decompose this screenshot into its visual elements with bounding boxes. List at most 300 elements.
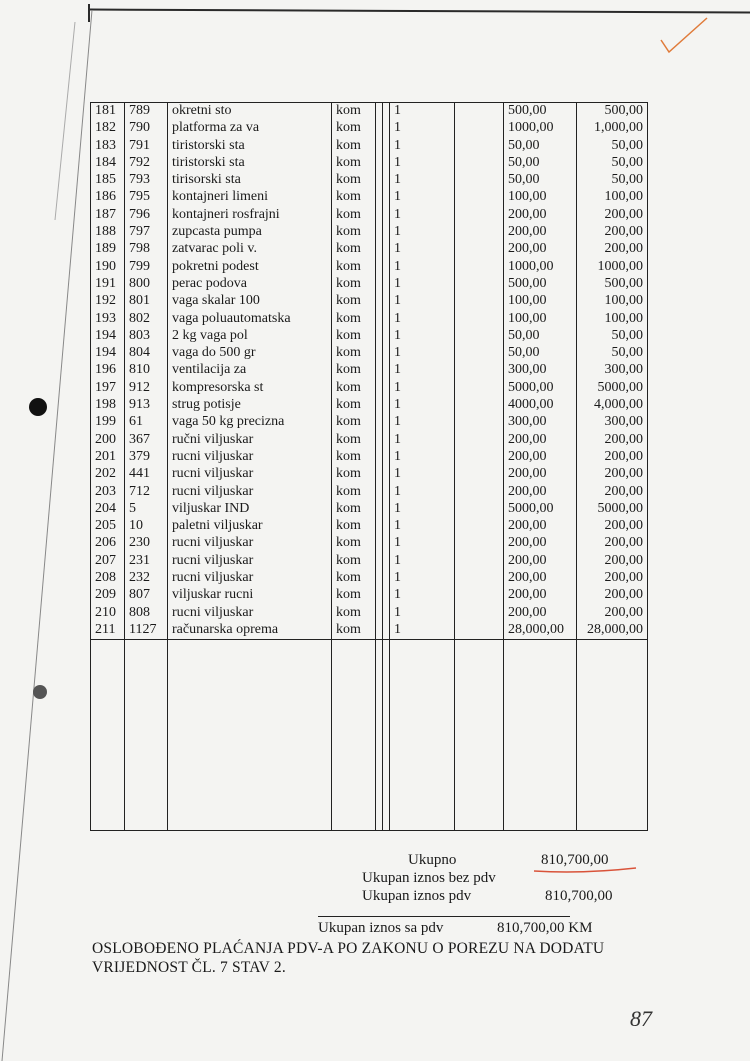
unit: kom <box>332 466 376 483</box>
blank-col-c <box>455 622 504 640</box>
blank-col-a <box>376 570 383 587</box>
blank-col-b <box>383 311 390 328</box>
item-code: 913 <box>125 397 168 414</box>
table-row <box>91 172 648 189</box>
line-total: 50,00 <box>577 138 648 155</box>
row-number: 196 <box>91 362 125 379</box>
unit: kom <box>332 432 376 449</box>
unit-price: 28,000,00 <box>504 622 577 640</box>
blank-col-a <box>376 241 383 258</box>
table-row <box>91 328 648 345</box>
item-code: 379 <box>125 449 168 466</box>
blank-col-b <box>383 293 390 310</box>
blank-col-b <box>383 466 390 483</box>
quantity: 1 <box>390 311 455 328</box>
unit-price: 200,00 <box>504 553 577 570</box>
row-number: 209 <box>91 587 125 604</box>
item-name: tiristorski sta <box>168 155 332 172</box>
item-name: platforma za va <box>168 120 332 137</box>
item-name: kontajneri limeni <box>168 189 332 206</box>
item-name: vaga poluautomatska <box>168 311 332 328</box>
item-name: ručni viljuskar <box>168 432 332 449</box>
item-name: rucni viljuskar <box>168 535 332 552</box>
total-divider-line <box>318 916 570 917</box>
line-total: 200,00 <box>577 605 648 622</box>
blank-col-c <box>455 484 504 501</box>
total-without-vat-label: Ukupan iznos bez pdv <box>362 870 496 886</box>
item-code: 231 <box>125 553 168 570</box>
quantity: 1 <box>390 189 455 206</box>
item-code: 802 <box>125 311 168 328</box>
table-row <box>91 259 648 276</box>
item-name: okretni sto <box>168 103 332 121</box>
blank-col-b <box>383 189 390 206</box>
row-number: 198 <box>91 397 125 414</box>
unit-price: 200,00 <box>504 241 577 258</box>
punch-hole-bottom <box>33 685 47 699</box>
unit: kom <box>332 207 376 224</box>
item-code: 789 <box>125 103 168 121</box>
unit: kom <box>332 397 376 414</box>
unit-price: 200,00 <box>504 432 577 449</box>
blank-col-c <box>455 155 504 172</box>
line-total: 300,00 <box>577 362 648 379</box>
punch-hole-top <box>29 398 47 416</box>
item-code: 10 <box>125 518 168 535</box>
table-row <box>91 397 648 414</box>
item-name: rucni viljuskar <box>168 605 332 622</box>
vat-amount-label: Ukupan iznos pdv <box>362 888 472 904</box>
blank-col-b <box>383 397 390 414</box>
unit-price: 100,00 <box>504 293 577 310</box>
unit-price: 5000,00 <box>504 380 577 397</box>
item-name: zupcasta pumpa <box>168 224 332 241</box>
row-number: 206 <box>91 535 125 552</box>
unit-price: 300,00 <box>504 362 577 379</box>
item-name: rucni viljuskar <box>168 449 332 466</box>
line-total: 200,00 <box>577 587 648 604</box>
unit-price: 50,00 <box>504 345 577 362</box>
blank-col-c <box>455 311 504 328</box>
quantity: 1 <box>390 484 455 501</box>
blank-col-b <box>383 380 390 397</box>
blank-col-a <box>376 397 383 414</box>
unit-price: 300,00 <box>504 414 577 431</box>
table-row <box>91 570 648 587</box>
quantity: 1 <box>390 207 455 224</box>
blank-col-c <box>455 241 504 258</box>
row-number: 186 <box>91 189 125 206</box>
row-number: 211 <box>91 622 125 640</box>
total-with-vat-value: 810,700,00 KM <box>497 920 593 936</box>
line-total: 200,00 <box>577 484 648 501</box>
blank-col-a <box>376 328 383 345</box>
line-total: 100,00 <box>577 293 648 310</box>
item-code: 793 <box>125 172 168 189</box>
table-row <box>91 207 648 224</box>
table-row <box>91 293 648 310</box>
blank-col-a <box>376 103 383 121</box>
item-name: rucni viljuskar <box>168 553 332 570</box>
blank-col-c <box>455 224 504 241</box>
table-row <box>91 432 648 449</box>
item-name: rucni viljuskar <box>168 466 332 483</box>
unit: kom <box>332 189 376 206</box>
quantity: 1 <box>390 518 455 535</box>
quantity: 1 <box>390 605 455 622</box>
quantity: 1 <box>390 224 455 241</box>
blank-col-b <box>383 553 390 570</box>
blank-col-a <box>376 622 383 640</box>
blank-col-b <box>383 484 390 501</box>
row-number: 188 <box>91 224 125 241</box>
blank-col-b <box>383 172 390 189</box>
line-total: 50,00 <box>577 328 648 345</box>
quantity: 1 <box>390 414 455 431</box>
line-total: 50,00 <box>577 345 648 362</box>
blank-col-a <box>376 518 383 535</box>
quantity: 1 <box>390 120 455 137</box>
blank-col-c <box>455 605 504 622</box>
item-code: 792 <box>125 155 168 172</box>
blank-col-b <box>383 501 390 518</box>
blank-col-c <box>455 103 504 121</box>
blank-col-a <box>376 432 383 449</box>
blank-col-a <box>376 535 383 552</box>
page-top-edge <box>90 9 750 14</box>
blank-col-c <box>455 587 504 604</box>
item-name: 2 kg vaga pol <box>168 328 332 345</box>
table-row <box>91 362 648 379</box>
unit-price: 200,00 <box>504 518 577 535</box>
blank-col-b <box>383 605 390 622</box>
unit: kom <box>332 587 376 604</box>
row-number: 201 <box>91 449 125 466</box>
unit-price: 200,00 <box>504 605 577 622</box>
item-name: strug potisje <box>168 397 332 414</box>
note-line-1: OSLOBOĐENO PLAĆANJA PDV-A PO ZAKONU O POREZU NA DODATU <box>92 940 605 957</box>
page-corner-fold <box>88 4 104 22</box>
red-underline-mark <box>532 866 638 874</box>
blank-col-c <box>455 259 504 276</box>
row-number: 203 <box>91 484 125 501</box>
unit-price: 50,00 <box>504 328 577 345</box>
blank-col-b <box>383 259 390 276</box>
blank-col-a <box>376 155 383 172</box>
item-code: 801 <box>125 293 168 310</box>
line-total: 200,00 <box>577 432 648 449</box>
quantity: 1 <box>390 553 455 570</box>
quantity: 1 <box>390 138 455 155</box>
blank-col-c <box>455 189 504 206</box>
line-total: 1000,00 <box>577 259 648 276</box>
item-code: 232 <box>125 570 168 587</box>
item-name: viljuskar rucni <box>168 587 332 604</box>
blank-col-b <box>383 155 390 172</box>
vat-amount-value: 810,700,00 <box>545 888 613 904</box>
item-code: 810 <box>125 362 168 379</box>
unit: kom <box>332 449 376 466</box>
line-total: 200,00 <box>577 241 648 258</box>
row-number: 210 <box>91 605 125 622</box>
item-name: rucni viljuskar <box>168 570 332 587</box>
item-code: 803 <box>125 328 168 345</box>
blank-col-a <box>376 120 383 137</box>
row-number: 199 <box>91 414 125 431</box>
unit: kom <box>332 311 376 328</box>
check-mark-icon <box>655 12 715 60</box>
unit: kom <box>332 241 376 258</box>
note-line-2: VRIJEDNOST ČL. 7 STAV 2. <box>92 959 286 976</box>
item-code: 804 <box>125 345 168 362</box>
blank-col-a <box>376 484 383 501</box>
quantity: 1 <box>390 501 455 518</box>
item-name: ventilacija za <box>168 362 332 379</box>
item-code: 798 <box>125 241 168 258</box>
row-number: 185 <box>91 172 125 189</box>
row-number: 207 <box>91 553 125 570</box>
row-number: 183 <box>91 138 125 155</box>
item-code: 790 <box>125 120 168 137</box>
unit: kom <box>332 570 376 587</box>
row-number: 189 <box>91 241 125 258</box>
blank-col-c <box>455 276 504 293</box>
blank-col-b <box>383 207 390 224</box>
row-number: 192 <box>91 293 125 310</box>
blank-col-a <box>376 276 383 293</box>
table-row <box>91 414 648 431</box>
total-value: 810,700,00 <box>541 852 609 868</box>
unit-price: 4000,00 <box>504 397 577 414</box>
blank-col-a <box>376 380 383 397</box>
blank-col-a <box>376 449 383 466</box>
blank-col-a <box>376 311 383 328</box>
unit-price: 100,00 <box>504 189 577 206</box>
item-code: 800 <box>125 276 168 293</box>
blank-col-c <box>455 518 504 535</box>
unit: kom <box>332 345 376 362</box>
unit-price: 200,00 <box>504 466 577 483</box>
item-code: 230 <box>125 535 168 552</box>
table-row <box>91 605 648 622</box>
line-total: 50,00 <box>577 155 648 172</box>
table-row <box>91 501 648 518</box>
quantity: 1 <box>390 328 455 345</box>
table-row <box>91 241 648 258</box>
row-number: 204 <box>91 501 125 518</box>
quantity: 1 <box>390 622 455 640</box>
item-code: 808 <box>125 605 168 622</box>
unit: kom <box>332 380 376 397</box>
unit: kom <box>332 293 376 310</box>
unit: kom <box>332 518 376 535</box>
row-number: 184 <box>91 155 125 172</box>
blank-col-c <box>455 207 504 224</box>
blank-col-a <box>376 605 383 622</box>
total-label: Ukupno <box>408 852 457 868</box>
blank-col-c <box>455 120 504 137</box>
line-total: 300,00 <box>577 414 648 431</box>
quantity: 1 <box>390 103 455 121</box>
unit-price: 50,00 <box>504 172 577 189</box>
item-code: 1127 <box>125 622 168 640</box>
quantity: 1 <box>390 345 455 362</box>
blank-col-a <box>376 224 383 241</box>
blank-col-b <box>383 518 390 535</box>
item-name: kontajneri rosfrajni <box>168 207 332 224</box>
table-row <box>91 155 648 172</box>
blank-col-c <box>455 172 504 189</box>
quantity: 1 <box>390 449 455 466</box>
row-number: 197 <box>91 380 125 397</box>
blank-col-b <box>383 345 390 362</box>
unit-price: 200,00 <box>504 224 577 241</box>
table-row <box>91 276 648 293</box>
unit-price: 500,00 <box>504 103 577 121</box>
blank-col-c <box>455 397 504 414</box>
unit: kom <box>332 103 376 121</box>
unit: kom <box>332 259 376 276</box>
quantity: 1 <box>390 259 455 276</box>
line-total: 200,00 <box>577 535 648 552</box>
item-code: 797 <box>125 224 168 241</box>
unit: kom <box>332 172 376 189</box>
blank-col-a <box>376 189 383 206</box>
unit-price: 200,00 <box>504 587 577 604</box>
row-number: 194 <box>91 345 125 362</box>
blank-col-c <box>455 501 504 518</box>
item-code: 61 <box>125 414 168 431</box>
item-name: rucni viljuskar <box>168 484 332 501</box>
item-name: viljuskar IND <box>168 501 332 518</box>
table-row <box>91 311 648 328</box>
unit: kom <box>332 414 376 431</box>
item-code: 791 <box>125 138 168 155</box>
blank-col-c <box>455 553 504 570</box>
unit-price: 50,00 <box>504 155 577 172</box>
total-with-vat-label: Ukupan iznos sa pdv <box>318 920 444 936</box>
line-total: 50,00 <box>577 172 648 189</box>
blank-col-a <box>376 587 383 604</box>
line-total: 200,00 <box>577 553 648 570</box>
blank-col-b <box>383 570 390 587</box>
blank-col-a <box>376 293 383 310</box>
blank-col-c <box>455 535 504 552</box>
blank-col-b <box>383 241 390 258</box>
item-name: kompresorska st <box>168 380 332 397</box>
blank-col-c <box>455 328 504 345</box>
unit: kom <box>332 155 376 172</box>
table-row <box>91 535 648 552</box>
vat-exemption-note <box>92 939 604 977</box>
blank-col-b <box>383 449 390 466</box>
table-row <box>91 224 648 241</box>
item-name: perac podova <box>168 276 332 293</box>
blank-col-b <box>383 103 390 121</box>
blank-col-b <box>383 414 390 431</box>
unit-price: 200,00 <box>504 570 577 587</box>
quantity: 1 <box>390 466 455 483</box>
unit-price: 50,00 <box>504 138 577 155</box>
blank-col-b <box>383 328 390 345</box>
line-total: 200,00 <box>577 570 648 587</box>
unit-price: 1000,00 <box>504 120 577 137</box>
item-name: paletni viljuskar <box>168 518 332 535</box>
unit-price: 100,00 <box>504 311 577 328</box>
row-number: 194 <box>91 328 125 345</box>
table-row <box>91 138 648 155</box>
blank-col-a <box>376 466 383 483</box>
line-total: 28,000,00 <box>577 622 648 640</box>
line-total: 4,000,00 <box>577 397 648 414</box>
blank-col-c <box>455 380 504 397</box>
item-code: 799 <box>125 259 168 276</box>
row-number: 187 <box>91 207 125 224</box>
item-code: 5 <box>125 501 168 518</box>
table-row <box>91 484 648 501</box>
item-name: računarska oprema <box>168 622 332 640</box>
line-total: 100,00 <box>577 311 648 328</box>
unit: kom <box>332 224 376 241</box>
unit-price: 200,00 <box>504 535 577 552</box>
table-row <box>91 449 648 466</box>
blank-col-a <box>376 414 383 431</box>
blank-col-b <box>383 120 390 137</box>
blank-col-b <box>383 224 390 241</box>
line-total: 200,00 <box>577 207 648 224</box>
quantity: 1 <box>390 241 455 258</box>
row-number: 182 <box>91 120 125 137</box>
item-name: vaga do 500 gr <box>168 345 332 362</box>
blank-col-a <box>376 362 383 379</box>
row-number: 208 <box>91 570 125 587</box>
line-total: 1,000,00 <box>577 120 648 137</box>
blank-col-c <box>455 362 504 379</box>
line-total: 500,00 <box>577 276 648 293</box>
line-total: 200,00 <box>577 518 648 535</box>
unit: kom <box>332 605 376 622</box>
quantity: 1 <box>390 535 455 552</box>
unit-price: 500,00 <box>504 276 577 293</box>
blank-col-a <box>376 138 383 155</box>
quantity: 1 <box>390 587 455 604</box>
item-code: 796 <box>125 207 168 224</box>
line-total: 500,00 <box>577 103 648 121</box>
blank-col-c <box>455 345 504 362</box>
blank-col-b <box>383 276 390 293</box>
quantity: 1 <box>390 432 455 449</box>
quantity: 1 <box>390 172 455 189</box>
unit: kom <box>332 276 376 293</box>
quantity: 1 <box>390 293 455 310</box>
item-name: pokretni podest <box>168 259 332 276</box>
page-number: 87 <box>630 1006 652 1031</box>
quantity: 1 <box>390 397 455 414</box>
row-number: 200 <box>91 432 125 449</box>
row-number: 205 <box>91 518 125 535</box>
line-total: 200,00 <box>577 449 648 466</box>
unit: kom <box>332 553 376 570</box>
blank-col-a <box>376 172 383 189</box>
quantity: 1 <box>390 155 455 172</box>
item-name: tirisorski sta <box>168 172 332 189</box>
line-total: 5000,00 <box>577 380 648 397</box>
unit-price: 5000,00 <box>504 501 577 518</box>
table-empty-area <box>91 640 648 831</box>
table-row <box>91 345 648 362</box>
item-name: tiristorski sta <box>168 138 332 155</box>
paper-edge-lines <box>0 0 100 1061</box>
